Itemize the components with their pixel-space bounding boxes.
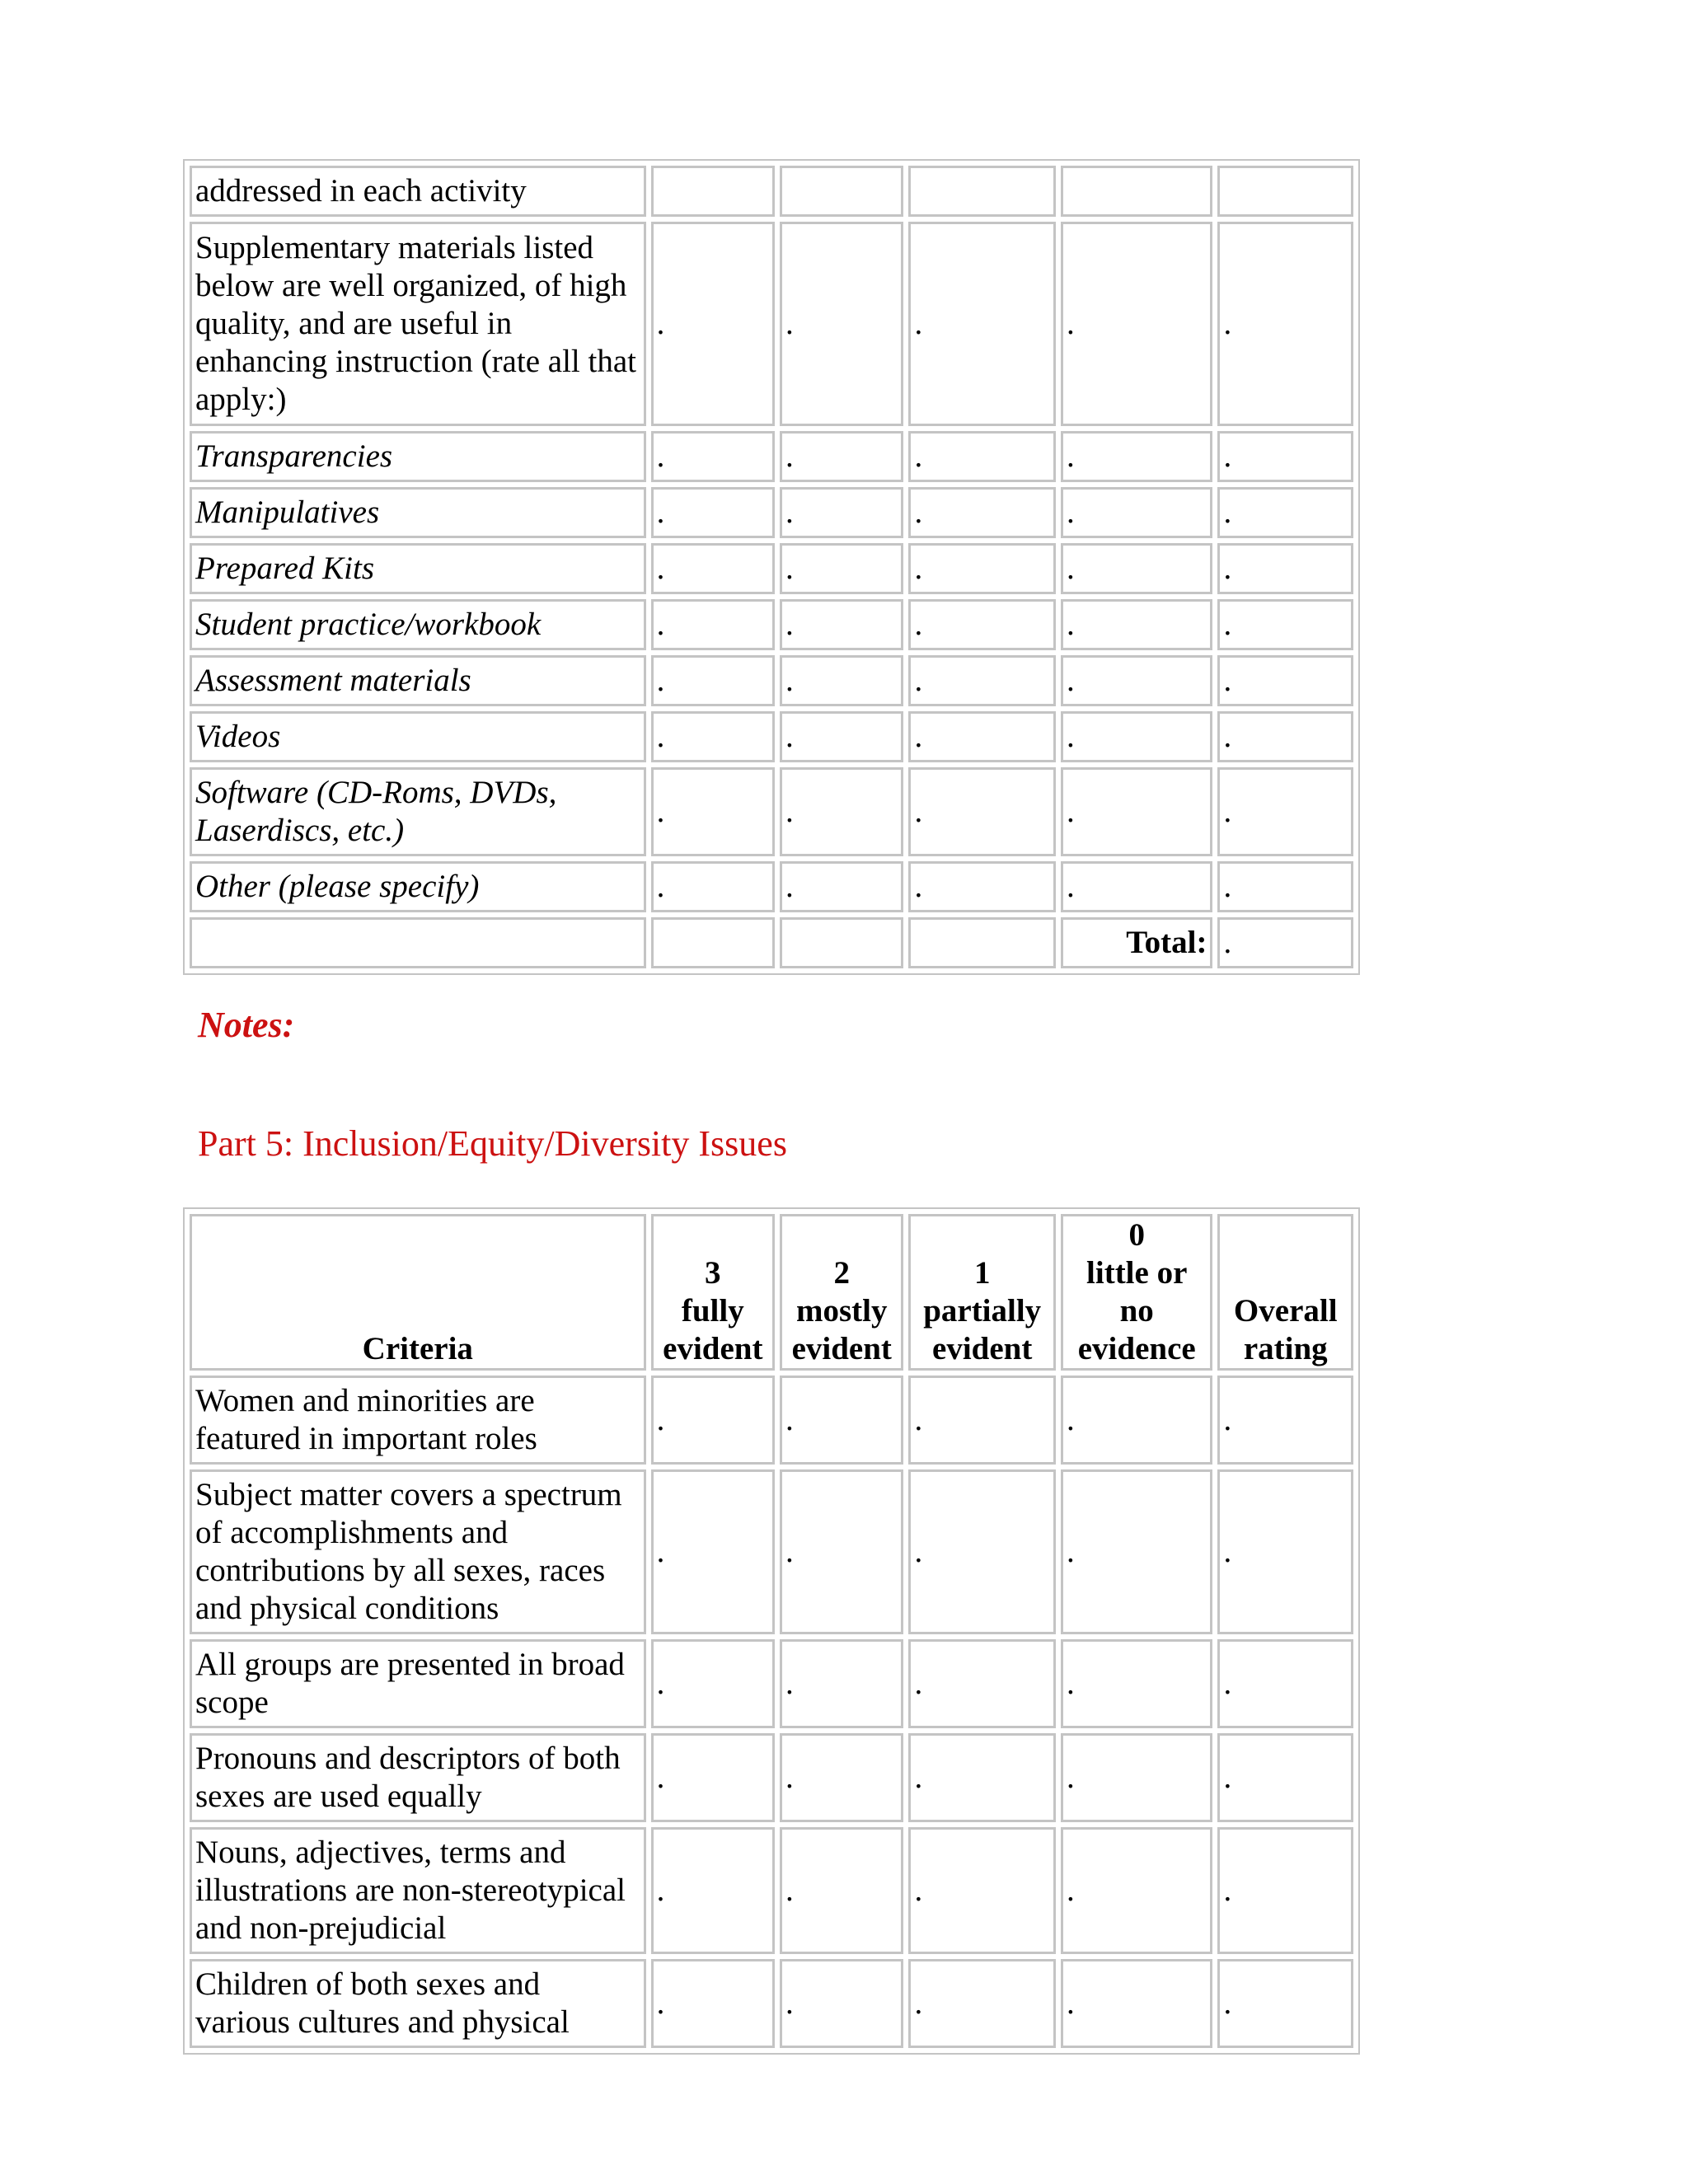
rating-cell[interactable]: . xyxy=(908,1469,1056,1634)
rating-cell[interactable]: . xyxy=(651,1639,775,1728)
rating-cell[interactable]: . xyxy=(1217,655,1353,706)
criteria-cell: Videos xyxy=(190,711,646,762)
rating-cell[interactable]: . xyxy=(1217,222,1353,426)
rating-cell[interactable]: . xyxy=(908,1733,1056,1822)
rating-cell[interactable]: . xyxy=(1217,543,1353,594)
rating-cell[interactable]: . xyxy=(651,1959,775,2048)
rating-cell[interactable]: . xyxy=(1061,1376,1213,1465)
table-row xyxy=(190,1733,1353,1822)
table-row xyxy=(190,767,1353,856)
rating-cell[interactable]: . xyxy=(908,1639,1056,1728)
rating-cell[interactable]: . xyxy=(651,222,775,426)
rating-cell[interactable]: . xyxy=(1061,431,1213,482)
criteria-cell: All groups are presented in broad scope xyxy=(190,1639,646,1728)
rating-cell[interactable]: . xyxy=(651,1469,775,1634)
rating-cell[interactable]: . xyxy=(908,655,1056,706)
rating-cell[interactable]: . xyxy=(651,655,775,706)
part5-title: Part 5: Inclusion/Equity/Diversity Issues xyxy=(198,1123,787,1164)
rating-cell[interactable]: . xyxy=(1217,861,1353,912)
rating-cell[interactable]: . xyxy=(1061,655,1213,706)
criteria-cell: Transparencies xyxy=(190,431,646,482)
criteria-header: Criteria xyxy=(190,1214,646,1371)
criteria-cell: Student practice/workbook xyxy=(190,599,646,650)
rating-cell[interactable]: . xyxy=(780,1376,903,1465)
rating-cell[interactable]: . xyxy=(780,1639,903,1728)
rating-cell[interactable]: . xyxy=(908,861,1056,912)
rating-cell[interactable]: . xyxy=(1061,861,1213,912)
rating-cell[interactable]: . xyxy=(908,222,1056,426)
rating-cell[interactable]: . xyxy=(651,543,775,594)
criteria-cell: Manipulatives xyxy=(190,487,646,538)
table-row xyxy=(190,1827,1353,1954)
rating-cell[interactable]: . xyxy=(1061,711,1213,762)
table-row xyxy=(190,1469,1353,1634)
rating-cell[interactable]: . xyxy=(1061,1733,1213,1822)
rating-cell[interactable]: . xyxy=(1217,1376,1353,1465)
rating-cell[interactable]: . xyxy=(651,861,775,912)
notes-label: Notes: xyxy=(198,1005,295,1045)
rating-cell[interactable]: . xyxy=(1217,431,1353,482)
rating-cell[interactable]: . xyxy=(651,599,775,650)
rating-cell[interactable]: . xyxy=(651,1733,775,1822)
rating-cell[interactable]: . xyxy=(908,1959,1056,2048)
rating-cell[interactable]: . xyxy=(1217,1733,1353,1822)
table-header-row xyxy=(190,1214,1353,1371)
rating-table-materials xyxy=(183,159,1360,975)
partially-evident-header: 1 partially evident xyxy=(908,1214,1056,1371)
table-row xyxy=(190,599,1353,650)
rating-cell[interactable]: . xyxy=(780,767,903,856)
rating-cell[interactable]: . xyxy=(1217,1959,1353,2048)
rating-cell[interactable] xyxy=(1061,166,1213,217)
rating-cell[interactable]: . xyxy=(908,767,1056,856)
mostly-evident-header: 2 mostly evident xyxy=(780,1214,903,1371)
rating-cell[interactable]: . xyxy=(1061,1959,1213,2048)
rating-cell[interactable]: . xyxy=(1061,1469,1213,1634)
rating-table-inclusion xyxy=(183,1207,1360,2055)
criteria-cell: Other (please specify) xyxy=(190,861,646,912)
fully-evident-header: 3 fully evident xyxy=(651,1214,775,1371)
table-row xyxy=(190,431,1353,482)
rating-cell[interactable]: . xyxy=(780,1733,903,1822)
rating-cell[interactable]: . xyxy=(1217,599,1353,650)
rating-cell[interactable]: . xyxy=(780,487,903,538)
rating-cell[interactable]: . xyxy=(1061,599,1213,650)
table-row xyxy=(190,711,1353,762)
table-row xyxy=(190,487,1353,538)
criteria-cell: addressed in each activity xyxy=(190,166,646,217)
rating-cell[interactable]: . xyxy=(1061,1827,1213,1954)
criteria-cell: Pronouns and descriptors of both sexes are used equally xyxy=(190,1733,646,1822)
overall-rating-header: Overall rating xyxy=(1217,1214,1353,1371)
table-row xyxy=(190,1639,1353,1728)
total-label: Total: xyxy=(1061,917,1213,968)
rating-cell[interactable]: . xyxy=(651,1827,775,1954)
rating-cell[interactable]: . xyxy=(780,711,903,762)
total-value[interactable]: . xyxy=(1217,917,1353,968)
rating-cell[interactable]: . xyxy=(780,222,903,426)
rating-cell[interactable]: . xyxy=(1061,543,1213,594)
rating-cell[interactable]: . xyxy=(780,1959,903,2048)
rating-cell[interactable]: . xyxy=(780,1827,903,1954)
table-row xyxy=(190,861,1353,912)
rating-cell[interactable]: . xyxy=(1217,767,1353,856)
rating-cell[interactable]: . xyxy=(908,431,1056,482)
table-row xyxy=(190,166,1353,217)
rating-cell[interactable]: . xyxy=(780,861,903,912)
little-evidence-header: 0 little or no evidence xyxy=(1061,1214,1213,1371)
rating-cell[interactable]: . xyxy=(651,431,775,482)
rating-cell[interactable]: . xyxy=(908,1376,1056,1465)
rating-cell[interactable]: . xyxy=(1061,222,1213,426)
table-row xyxy=(190,222,1353,426)
empty-cell xyxy=(908,917,1056,968)
rating-cell[interactable]: . xyxy=(1061,767,1213,856)
rating-cell[interactable]: . xyxy=(1061,487,1213,538)
rating-cell[interactable]: . xyxy=(908,487,1056,538)
rating-cell[interactable]: . xyxy=(1217,711,1353,762)
rating-cell[interactable]: . xyxy=(1061,1639,1213,1728)
rating-cell[interactable] xyxy=(908,166,1056,217)
criteria-cell: Women and minorities are featured in important roles xyxy=(190,1376,646,1465)
rating-cell[interactable]: . xyxy=(908,599,1056,650)
rating-cell[interactable]: . xyxy=(1217,1639,1353,1728)
empty-cell xyxy=(651,917,775,968)
rating-cell[interactable]: . xyxy=(651,767,775,856)
table-row xyxy=(190,543,1353,594)
criteria-cell: Prepared Kits xyxy=(190,543,646,594)
table-row xyxy=(190,1959,1353,2048)
rating-cell[interactable]: . xyxy=(780,543,903,594)
rating-cell[interactable]: . xyxy=(651,1376,775,1465)
empty-cell xyxy=(190,917,646,968)
criteria-cell: Children of both sexes and various cultures and physical xyxy=(190,1959,646,2048)
rating-cell[interactable]: . xyxy=(780,599,903,650)
rating-cell[interactable] xyxy=(651,166,775,217)
criteria-cell: Assessment materials xyxy=(190,655,646,706)
total-row xyxy=(190,917,1353,968)
rating-cell[interactable]: . xyxy=(908,543,1056,594)
rating-cell[interactable]: . xyxy=(780,1469,903,1634)
rating-cell[interactable] xyxy=(1217,166,1353,217)
rating-cell[interactable]: . xyxy=(908,1827,1056,1954)
criteria-cell: Supplementary materials listed below are well organized, of high quality, and are useful in enhancing instruction (rate all that apply:) xyxy=(190,222,646,426)
rating-cell[interactable]: . xyxy=(780,431,903,482)
criteria-cell: Nouns, adjectives, terms and illustrations are non-stereotypical and non-prejudicial xyxy=(190,1827,646,1954)
rating-cell[interactable]: . xyxy=(1217,1827,1353,1954)
rating-cell[interactable]: . xyxy=(908,711,1056,762)
rating-cell[interactable]: . xyxy=(651,487,775,538)
table-row xyxy=(190,1376,1353,1465)
rating-cell[interactable]: . xyxy=(1217,1469,1353,1634)
empty-cell xyxy=(780,917,903,968)
rating-cell[interactable]: . xyxy=(651,711,775,762)
table-row xyxy=(190,655,1353,706)
criteria-cell: Subject matter covers a spectrum of accomplishments and contributions by all sexes, races and physical conditions xyxy=(190,1469,646,1634)
rating-cell[interactable]: . xyxy=(1217,487,1353,538)
criteria-cell: Software (CD-Roms, DVDs, Laserdiscs, etc.) xyxy=(190,767,646,856)
rating-cell[interactable]: . xyxy=(780,655,903,706)
rating-cell[interactable] xyxy=(780,166,903,217)
